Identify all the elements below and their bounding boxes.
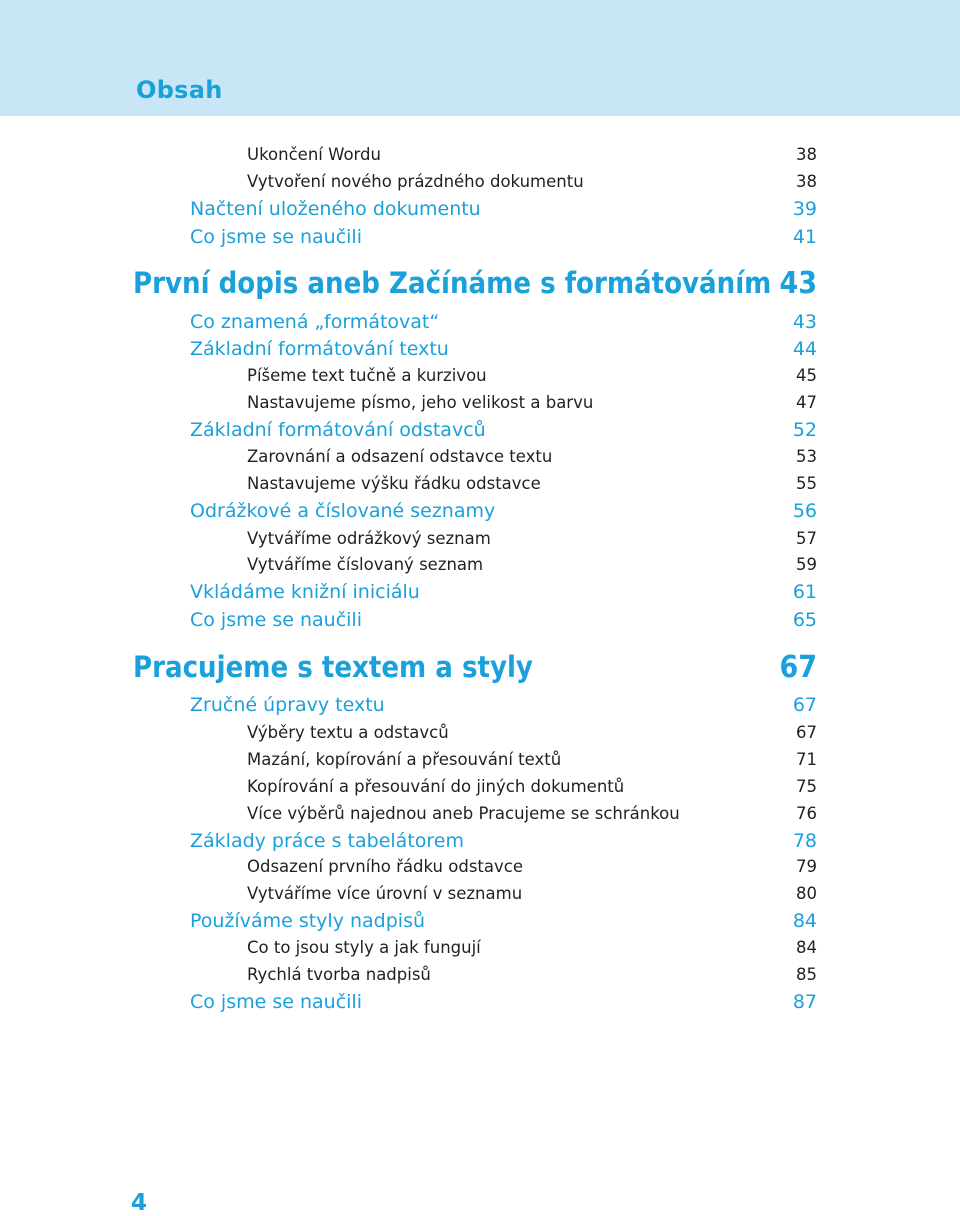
toc-entry-page: 39	[792, 198, 817, 220]
page-number: 4	[131, 1190, 148, 1216]
toc-entry-title: Mazání, kopírování a přesouvání textů	[247, 750, 562, 769]
toc-entry-page: 79	[796, 857, 817, 876]
toc-entry-title: Nastavujeme písmo, jeho velikost a barvu	[247, 393, 594, 412]
toc-entry-page: 45	[796, 366, 817, 385]
toc-section	[190, 609, 817, 631]
toc-entry-title: Vkládáme knižní iniciálu	[190, 581, 420, 603]
toc-entry-page: 67	[796, 723, 817, 742]
toc-entry-page: 84	[792, 910, 817, 932]
toc-section	[190, 419, 817, 441]
toc-entry-page: 75	[796, 777, 817, 796]
toc-entry-page: 38	[796, 145, 817, 164]
page-title: Obsah	[136, 76, 223, 104]
toc-entry-page: 65	[792, 609, 817, 631]
toc-subsection	[247, 723, 817, 742]
toc-section	[190, 910, 817, 932]
toc-entry-title: Základy práce s tabelátorem	[190, 830, 464, 852]
toc-entry-title: Základní formátování odstavců	[190, 419, 486, 441]
toc-entry-page: 87	[792, 991, 817, 1013]
toc-entry-title: Ukončení Wordu	[247, 145, 381, 164]
toc-entry-title: Vytvoření nového prázdného dokumentu	[247, 172, 584, 191]
toc-entry-page: 67	[792, 694, 817, 716]
toc-entry-page: 61	[792, 581, 817, 603]
toc-entry-page: 56	[792, 500, 817, 522]
toc-entry-title: Co jsme se naučili	[190, 609, 362, 631]
toc-entry-page: 80	[796, 884, 817, 903]
toc-subsection	[247, 804, 817, 823]
toc-entry-page: 59	[796, 555, 817, 574]
toc-entry-page: 71	[796, 750, 817, 769]
toc-entry-page: 47	[796, 393, 817, 412]
toc-entry-page: 67	[779, 650, 817, 685]
toc-section	[190, 311, 817, 333]
toc-entry-title: Odsazení prvního řádku odstavce	[247, 857, 523, 876]
toc-entry-title: První dopis aneb Začínáme s formátováním	[133, 266, 772, 300]
toc-entry-title: Rychlá tvorba nadpisů	[247, 965, 431, 984]
toc-entry-title: Vytváříme více úrovní v seznamu	[247, 884, 523, 903]
toc-subsection	[247, 750, 817, 769]
toc-subsection	[247, 857, 817, 876]
toc-entry-title: Výběry textu a odstavců	[247, 723, 449, 742]
toc-entry-title: Co jsme se naučili	[190, 226, 362, 248]
toc-subsection	[247, 172, 817, 191]
toc-entry-title: Načtení uloženého dokumentu	[190, 198, 481, 220]
toc-section	[190, 830, 817, 852]
toc-section	[190, 500, 817, 522]
toc-chapter	[133, 650, 817, 685]
toc-section	[190, 581, 817, 603]
toc-entry-page: 53	[796, 447, 817, 466]
toc-section	[190, 694, 817, 716]
toc-entry-page: 76	[796, 804, 817, 823]
toc-subsection	[247, 777, 817, 796]
toc-subsection	[247, 145, 817, 164]
toc-entry-page: 85	[796, 965, 817, 984]
toc-entry-title: Používáme styly nadpisů	[190, 910, 426, 932]
toc-subsection	[247, 447, 817, 466]
toc-subsection	[247, 965, 817, 984]
toc-section	[190, 198, 817, 220]
toc-entry-page: 38	[796, 172, 817, 191]
toc-entry-title: Základní formátování textu	[190, 338, 449, 360]
toc-entry-title: Co to jsou styly a jak fungují	[247, 938, 481, 957]
toc-entry-title: Více výběrů najednou aneb Pracujeme se schránkou	[247, 804, 680, 823]
toc-entry-page: 57	[796, 529, 817, 548]
toc-entry-title: Co znamená „formátovat“	[190, 311, 440, 333]
toc-section	[190, 338, 817, 360]
toc-entry-page: 43	[779, 266, 817, 301]
toc-subsection	[247, 884, 817, 903]
toc-subsection	[247, 529, 817, 548]
toc-section	[190, 226, 817, 248]
toc-entry-title: Vytváříme odrážkový seznam	[247, 529, 491, 548]
toc-subsection	[247, 393, 817, 412]
toc-entry-title: Nastavujeme výšku řádku odstavce	[247, 474, 541, 493]
toc-subsection	[247, 555, 817, 574]
toc-entry-title: Zarovnání a odsazení odstavce textu	[247, 447, 553, 466]
toc-entry-title: Pracujeme s textem a styly	[133, 650, 533, 684]
toc-entry-title: Píšeme text tučně a kurzivou	[247, 366, 487, 385]
toc-chapter	[133, 266, 817, 301]
toc-entry-page: 44	[792, 338, 817, 360]
toc-entry-title: Odrážkové a číslované seznamy	[190, 500, 496, 522]
toc-entry-page: 52	[792, 419, 817, 441]
toc-entry-title: Vytváříme číslovaný seznam	[247, 555, 484, 574]
toc-section	[190, 991, 817, 1013]
toc-entry-page: 43	[792, 311, 817, 333]
toc-subsection	[247, 938, 817, 957]
toc-subsection	[247, 366, 817, 385]
toc-entry-title: Zručné úpravy textu	[190, 694, 385, 716]
toc-entry-title: Kopírování a přesouvání do jiných dokumentů	[247, 777, 625, 796]
toc-entry-page: 55	[796, 474, 817, 493]
toc-entry-page: 84	[796, 938, 817, 957]
toc-entry-page: 78	[792, 830, 817, 852]
toc-entry-title: Co jsme se naučili	[190, 991, 362, 1013]
toc-subsection	[247, 474, 817, 493]
toc-entry-page: 41	[792, 226, 817, 248]
